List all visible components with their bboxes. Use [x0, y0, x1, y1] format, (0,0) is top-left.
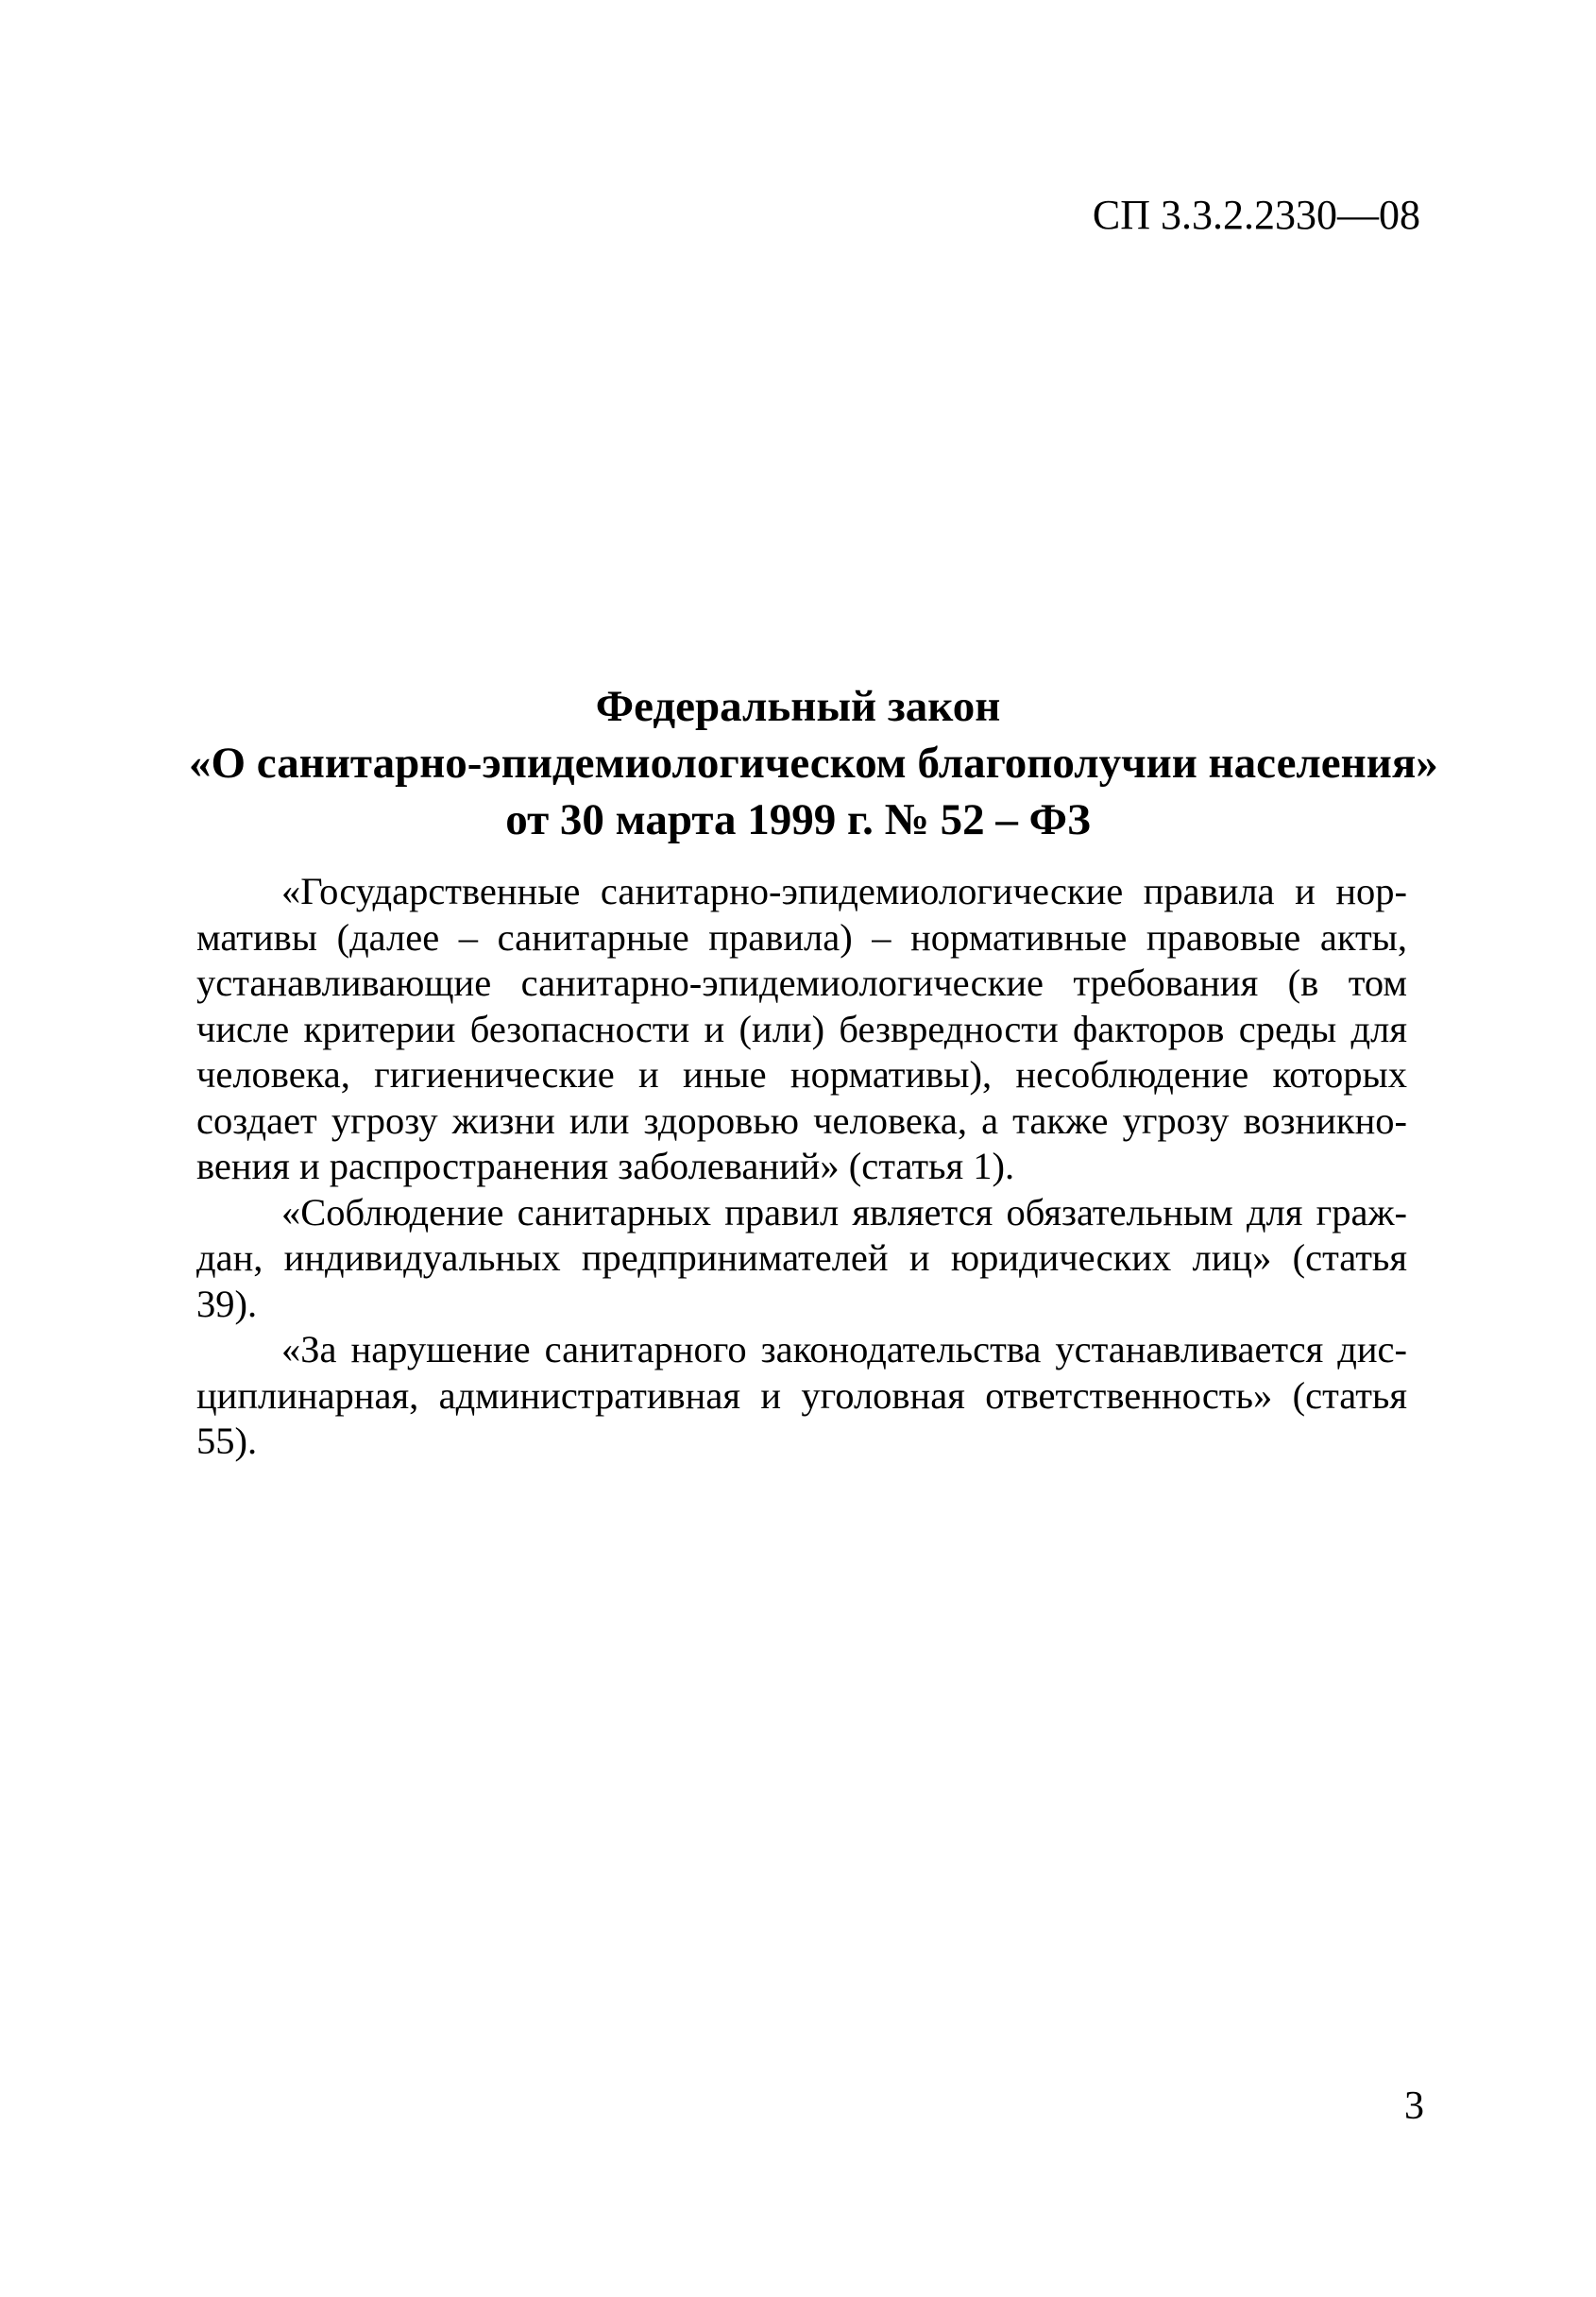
body-text	[196, 869, 1407, 1465]
paragraph-article-39: «Соблюдение санитарных правил является обязательным для граждан, индивидуальных предпринимателей и юридических лиц» (статья 39).	[196, 1190, 1407, 1325]
title-line-2: «О санитарно-эпидемиологическом благополучии населения»	[189, 739, 1438, 788]
document-title	[189, 678, 1438, 848]
title-line-3: от 30 марта 1999 г. № 52 – ФЗ	[505, 795, 1091, 844]
paragraph-article-55: «За нарушение санитарного законодательства устанавливается дисциплинарная, административная и уголовная ответственность» (статья 55).	[196, 1328, 1407, 1462]
document-code: СП 3.3.2.2330—08	[1092, 192, 1420, 238]
title-line-1: Федеральный закон	[595, 682, 1001, 731]
page-number: 3	[1404, 2084, 1424, 2128]
paragraph-article-1: «Государственные санитарно-эпидемиологические правила и нормативы (далее – санитарные правила) – нормативные правовые акты, устанавливающие санитарно-эпидемиологические требования (в том числе критерии безопасности и (или) безвредности факторов среды для человека, гигиенические и иные нормативы), несоблюдение которых создает угрозу жизни или здоровью человека, а также угрозу возникновения и распространения заболеваний» (статья 1).	[196, 870, 1407, 1187]
